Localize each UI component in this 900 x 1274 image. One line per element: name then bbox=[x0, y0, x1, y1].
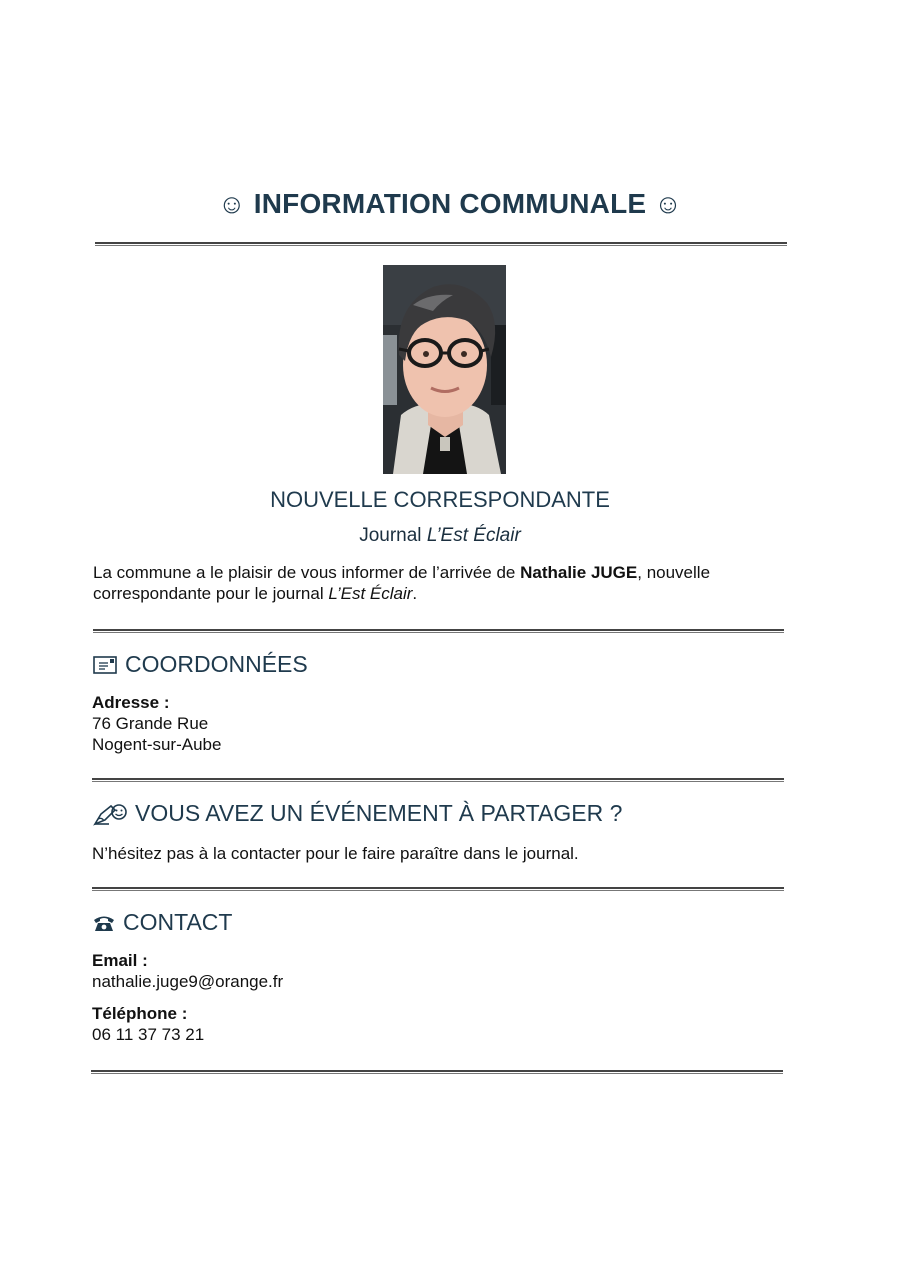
person-name: Nathalie JUGE bbox=[520, 563, 638, 582]
page-title-text: INFORMATION COMMUNALE bbox=[253, 188, 647, 219]
portrait-photo bbox=[383, 265, 506, 474]
email-label: Email : bbox=[92, 951, 148, 970]
address-label: Adresse : bbox=[92, 693, 170, 712]
phone-value: 06 11 37 73 21 bbox=[92, 1025, 205, 1044]
event-heading bbox=[93, 800, 622, 827]
coordinates-heading-text: COORDONNÉES bbox=[125, 651, 308, 677]
address-block bbox=[92, 692, 221, 755]
page-title bbox=[0, 188, 900, 220]
event-text: N’hésitez pas à la contacter pour le faire paraître dans le journal. bbox=[92, 844, 579, 863]
address-line: 76 Grande Rue bbox=[92, 714, 209, 733]
announcement-heading: NOUVELLE CORRESPONDANTE bbox=[270, 487, 610, 512]
journal-name: L’Est Éclair bbox=[426, 525, 521, 546]
address-line: Nogent-sur-Aube bbox=[92, 735, 222, 754]
contact-heading bbox=[93, 909, 232, 936]
writing-hand-smiley-icon bbox=[93, 802, 127, 826]
envelope-icon bbox=[93, 656, 117, 674]
intro-text: , nouvelle correspondante pour le journal bbox=[93, 563, 711, 603]
journal-line bbox=[0, 525, 880, 547]
divider bbox=[95, 242, 787, 246]
divider bbox=[92, 778, 784, 782]
divider bbox=[93, 629, 784, 633]
smiley-icon: ☺ bbox=[654, 189, 683, 219]
portrait-photo-icon bbox=[383, 265, 506, 474]
intro-text: La commune a le plaisir de vous informer de l’arrivée de bbox=[93, 563, 521, 582]
phone-label: Téléphone : bbox=[92, 1004, 188, 1023]
contact-heading-text: CONTACT bbox=[123, 909, 233, 935]
telephone-icon bbox=[93, 914, 115, 932]
intro-text: . bbox=[412, 584, 418, 603]
intro-paragraph bbox=[93, 562, 793, 604]
email-block bbox=[92, 950, 283, 992]
email-value[interactable]: nathalie.juge9@orange.fr bbox=[92, 972, 284, 991]
intro-journal-name: L’Est Éclair bbox=[328, 584, 413, 603]
divider bbox=[92, 887, 784, 891]
coordinates-heading bbox=[93, 651, 308, 678]
smiley-icon: ☺ bbox=[217, 189, 246, 219]
divider bbox=[91, 1070, 783, 1074]
event-heading-text: VOUS AVEZ UN ÉVÉNEMENT À PARTAGER ? bbox=[135, 800, 623, 826]
phone-block bbox=[92, 1003, 204, 1045]
journal-prefix: Journal bbox=[359, 525, 422, 546]
